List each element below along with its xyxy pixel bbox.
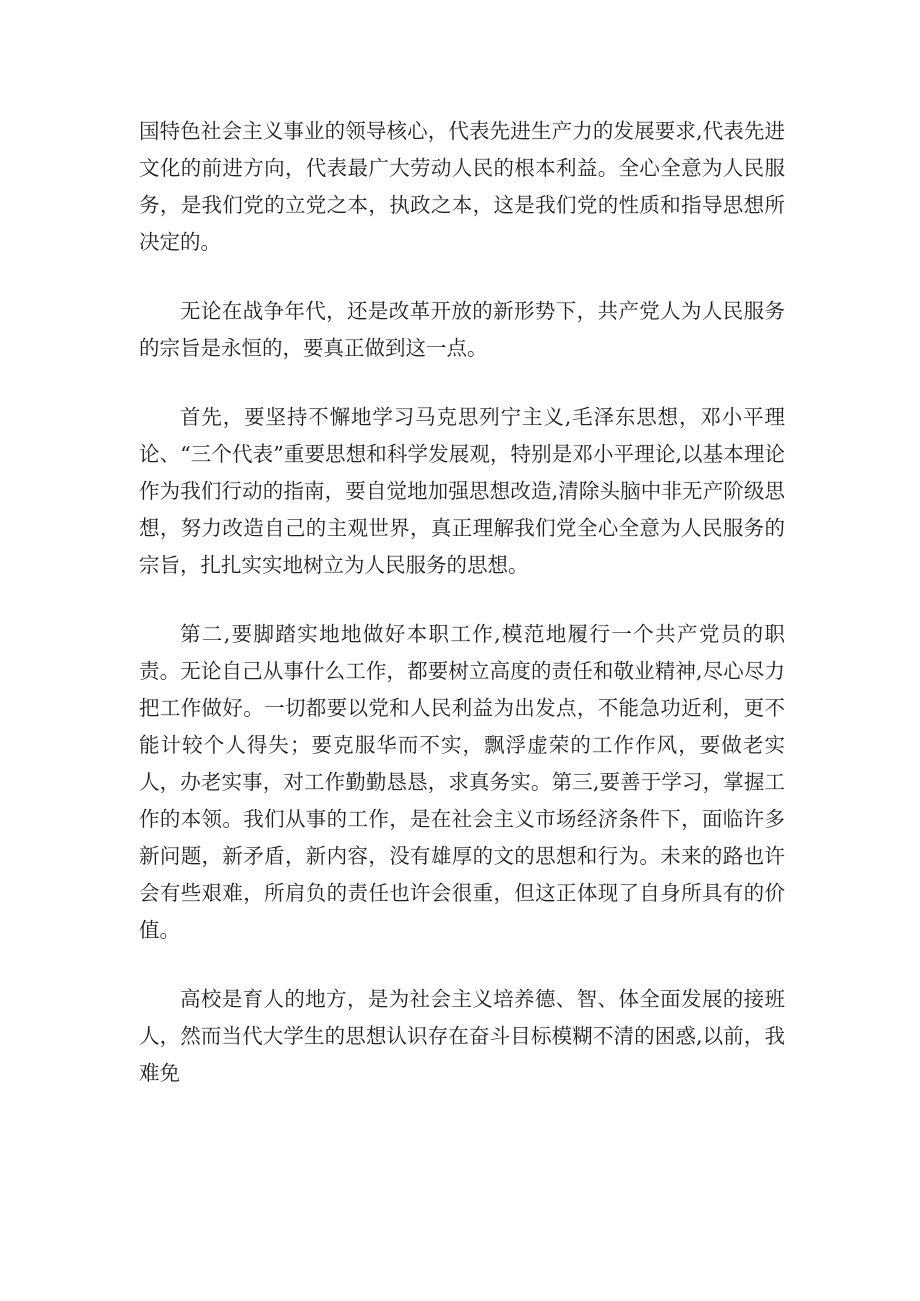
paragraph-5: 高校是育人的地方，是为社会主义培养德、智、体全面发展的接班人，然而当代大学生的思想认识存在奋斗目标模糊不清的困惑,以前，我难免 xyxy=(139,987,785,1085)
paragraph-3: 首先，要坚持不懈地学习马克思列宁主义,毛泽东思想，邓小平理论、“三个代表”重要思想和科学发展观，特别是邓小平理论,以基本理论作为我们行动的指南，要自觉地加强思想改造,清除头脑中非无产阶级思想，努力改造自己的主观世界，真正理解我们党全心全意为人民服务的宗旨，扎扎实实地树立为人民服务的思想。 xyxy=(139,405,785,577)
paragraph-4: 第二,要脚踏实地地做好本职工作,模范地履行一个共产党员的职责。无论自己从事什么工作，都要树立高度的责任和敬业精神,尽心尽力把工作做好。一切都要以党和人民利益为出发点，不能急功近利，更不能计较个人得失；要克服华而不实，飘浮虚荣的工作作风，要做老实人，办老实事，对工作勤勤恳恳，求真务实。第三,要善于学习，掌握工作的本领。我们从事的工作，是在社会主义市场经济条件下，面临许多新问题，新矛盾，新内容，没有雄厚的文的思想和行为。未来的路也许会有些艰难，所肩负的责任也许会很重，但这正体现了自身所具有的价值。 xyxy=(139,622,785,942)
document-body xyxy=(139,113,785,1092)
paragraph-2: 无论在战争年代，还是改革开放的新形势下，共产党人为人民服务的宗旨是永恒的，要真正做到这一点。 xyxy=(139,299,785,360)
paragraph-1: 国特色社会主义事业的领导核心，代表先进生产力的发展要求,代表先进文化的前进方向，代表最广大劳动人民的根本利益。全心全意为人民服务，是我们党的立党之本，执政之本，这是我们党的性质和指导思想所决定的。 xyxy=(139,119,785,254)
